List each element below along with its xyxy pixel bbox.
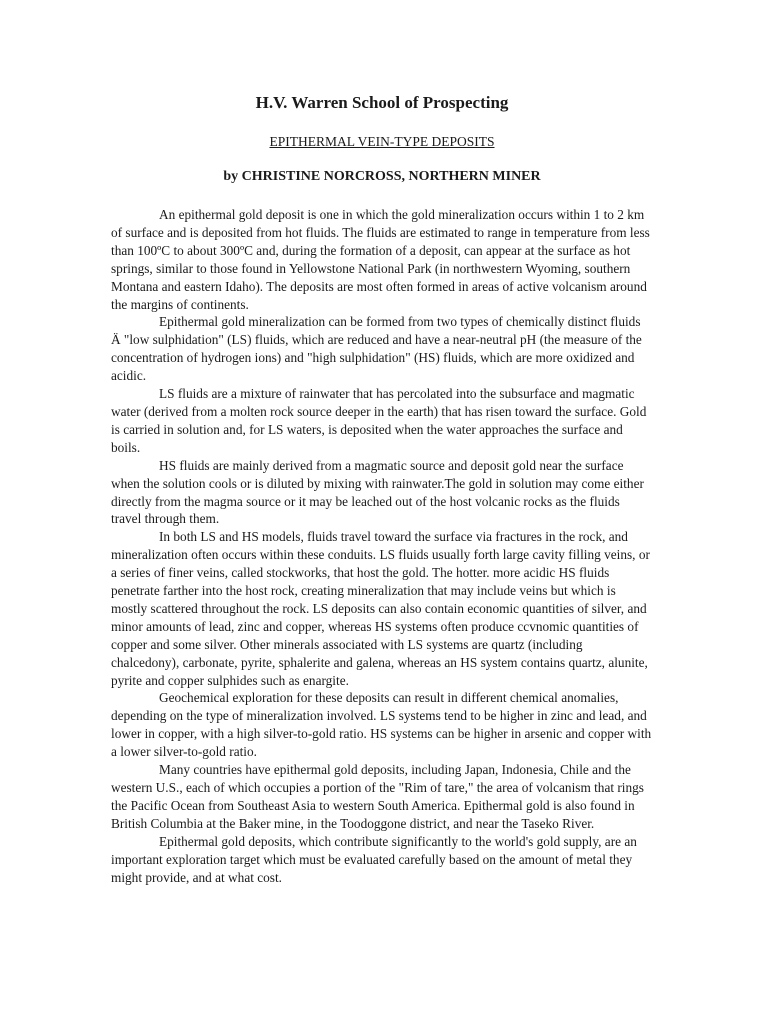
document-subtitle: EPITHERMAL VEIN-TYPE DEPOSITS: [269, 134, 495, 149]
paragraph: HS fluids are mainly derived from a magmatic source and deposit gold near the surface when the solution cools or is diluted by mixing with rainwater.The gold in solution may come either directly from the magma source or it may be leached out of the host volcanic rocks as the fluids travel through them.: [111, 457, 644, 527]
paragraph: Epithermal gold deposits, which contribute significantly to the world's gold supply, are an important exploration target which must be evaluated carefully based on the amount of metal they might provide, and at what cost.: [111, 833, 637, 885]
paragraph: Epithermal gold mineralization can be formed from two types of chemically distinct fluids Ä "low sulphidation" (LS) fluids, which are reduced and have a near-neutral pH (the measure of the concentration of hydrogen ions) and "high sulphidation" (HS) fluids, which are more oxidized and acidic.: [111, 314, 642, 384]
document-title: H.V. Warren School of Prospecting: [255, 93, 509, 112]
paragraph: Geochemical exploration for these deposits can result in different chemical anomalies, depending on the type of mineralization involved. LS systems tend to be higher in zinc and lead, and lower in copper, with a high silver-to-gold ratio. HS systems can be higher in arsenic and copper with a lower silver-to-gold ratio.: [111, 690, 652, 760]
paragraph: Many countries have epithermal gold deposits, including Japan, Indonesia, Chile and the western U.S., each of which occupies a portion of the "Rim of tare," the area of volcanism that rings the Pacific Ocean from Southeast Asia to western South America. Epithermal gold is also found in British Columbia at the Baker mine, in the Toodoggone district, and near the Taseko River.: [111, 762, 644, 831]
article-body: [111, 206, 653, 886]
paragraph: An epithermal gold deposit is one in which the gold mineralization occurs within 1 to 2 km of surface and is deposited from hot fluids. The fluids are estimated to range in temperature from less than 100ºC to about 300ºC and, during the formation of a deposit, can appear at the surface as hot springs, similar to those found in Yellowstone National Park (in northwestern Wyoming, southern Montana and eastern Idaho). The deposits are most often formed in areas of active volcanism around the margins of continents.: [111, 207, 650, 312]
author-byline: by CHRISTINE NORCROSS, NORTHERN MINER: [223, 169, 541, 184]
paragraph: In both LS and HS models, fluids travel toward the surface via fractures in the rock, and mineralization often occurs within these conduits. LS fluids usually forth large cavity filling veins, or a series of finer veins, called stockworks, that host the gold. The hotter. more acidic HS fluids penetrate farther into the host rock, creating mineralization that may include veins but which is mostly scattered throughout the rock. LS deposits can also contain economic quantities of silver, and minor amounts of lead, zinc and copper, whereas HS systems often produce ccvnomic quantities of copper and some silver. Other minerals associated with LS systems are quartz (including chalcedony), carbonate, pyrite, sphalerite and galena, whereas an HS system contains quartz, alunite, pyrite and copper sulphides such as enargite.: [111, 529, 650, 688]
document-page: [111, 92, 653, 886]
paragraph: LS fluids are a mixture of rainwater that has percolated into the subsurface and magmatic water (derived from a molten rock source deeper in the earth) that has risen toward the surface. Gold is carried in solution and, for LS waters, is deposited when the water approaches the surface and boils.: [111, 386, 647, 455]
